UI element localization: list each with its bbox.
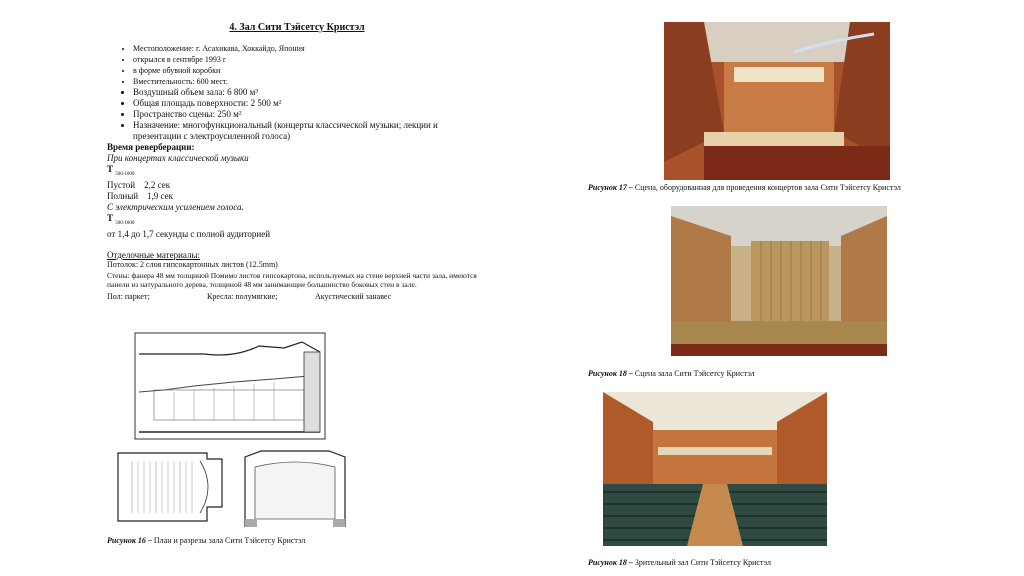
photo-auditorium — [603, 392, 827, 546]
reverb-classic-heading: При концертах классической музыки — [107, 153, 249, 163]
fig17-text: Сцена, оборудованная для проведения концертов зала Сити Тэйсетсу Кристэл — [634, 183, 901, 192]
t-sub: 500-1000 — [115, 171, 135, 177]
fig16-label: Рисунок 16 – — [107, 536, 152, 545]
fact-shape: • в форме обувной коробки — [133, 65, 487, 76]
fig18a-caption — [588, 369, 755, 379]
fig18b-text: Зрительный зал Сити Тэйсетсу Кристэл — [634, 558, 771, 567]
fig18a-label: Рисунок 18 – — [588, 369, 633, 378]
reverb-full: Полный 1,9 сек — [107, 190, 174, 201]
t-label-2: T — [107, 212, 114, 223]
fact-opened: • открылся в сентябре 1993 г — [133, 54, 487, 65]
reverb-amplified-heading: С электрическим усилением голоса. — [107, 201, 244, 212]
finish-ceiling: Потолок: 2 слоя гипсокартонных листов (12.5mm) — [107, 260, 278, 270]
fact-capacity: • Вместительность: 600 мест. — [133, 76, 487, 87]
reverb-amplified-value: от 1,4 до 1,7 секунды с полной аудиторией — [107, 228, 271, 239]
fig17-label: Рисунок 17 – — [588, 183, 633, 192]
photo-concert-stage — [664, 22, 890, 180]
t-sub-2: 500-1000 — [115, 220, 135, 226]
reverb-empty: Пустой 2,2 сек — [107, 179, 171, 190]
photo-stage — [671, 206, 887, 356]
finish-curtain: Акустический занавес — [315, 291, 392, 301]
fig16-text: План и разрезы зала Сити Тэйсетсу Кристэл — [153, 536, 306, 545]
fig18b-label: Рисунок 18 – — [588, 558, 633, 567]
page-title: 4. Зал Сити Тэйсетсу Кристэл — [229, 22, 365, 33]
fact-surface: • Общая площадь поверхности: 2 500 м² — [133, 98, 487, 109]
facts-list — [107, 43, 487, 142]
finish-heading: Отделочные материалы: — [107, 249, 201, 260]
fig18a-text: Сцена зала Сити Тэйсетсу Кристэл — [634, 369, 755, 378]
section-drawing — [134, 332, 326, 440]
fig18b-caption — [588, 558, 771, 568]
fact-volume: • Воздушный объем зала: 6 800 м³ — [133, 87, 487, 98]
t-label: T — [107, 164, 114, 174]
fact-stage: • Пространство сцены: 250 м² — [133, 109, 487, 120]
fact-purpose: • Назначение: многофункциональный (концерты классической музыки; лекции и презентации с электроусиленной голоса) — [133, 120, 487, 142]
text-column — [107, 22, 487, 302]
finish-walls: Стены: фанера 48 мм толщиной Помимо листов гипсокартона, используемых на стене верхней части зала, имеются панели из натурального дерева, толщиной 48 мм занимающие большинство боковых стен в зале. — [107, 270, 477, 290]
cross-section-drawing — [241, 447, 349, 531]
finish-seats: Кресла: полумягкие; — [207, 291, 278, 301]
fact-location: • Местоположение: г. Асахикава, Хоккайдо, Япония — [133, 43, 487, 54]
finish-floor: Пол: паркет; — [107, 291, 150, 301]
plan-drawing — [112, 447, 232, 527]
fig16-caption — [107, 536, 305, 546]
fig17-caption — [588, 183, 988, 193]
reverb-heading: Время реверберации: — [107, 142, 195, 152]
